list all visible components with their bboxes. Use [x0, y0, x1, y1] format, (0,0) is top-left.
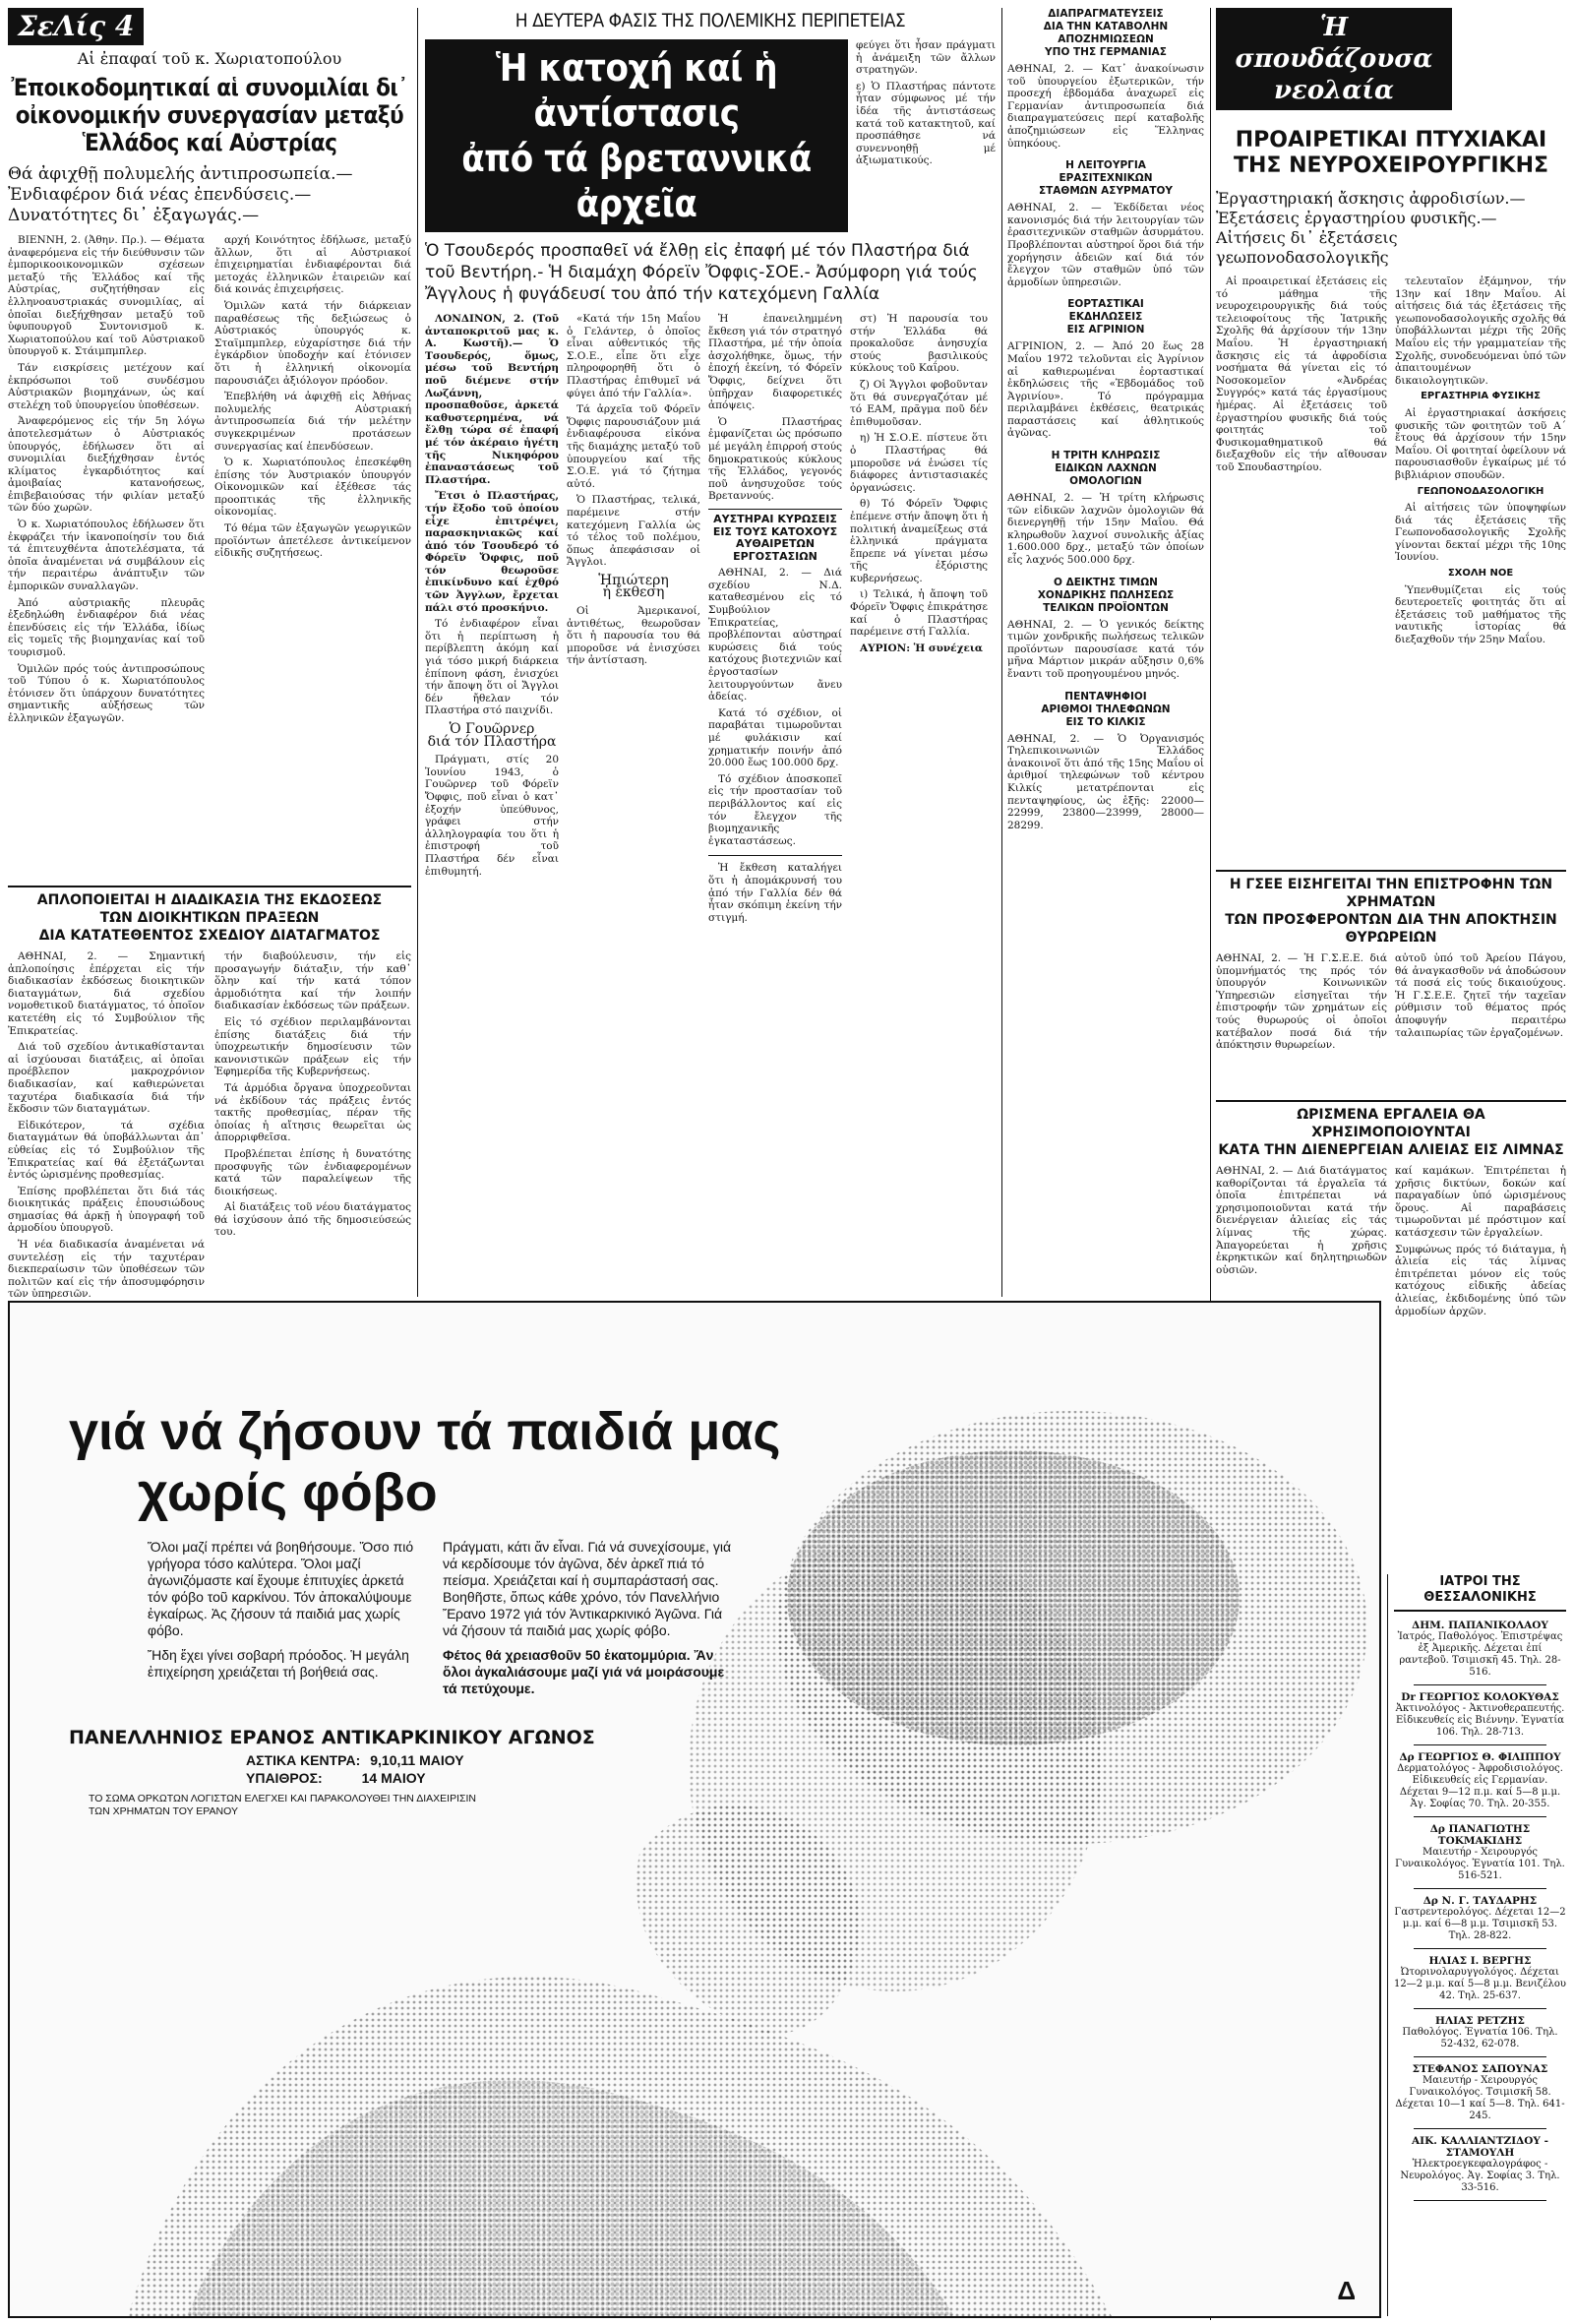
- doctor-listing: [1394, 2135, 1566, 2194]
- paragraph: Αἱ διατάξεις τοῦ νέου διατάγματος θά ἰσχύσουν ἀπό τῆς δημοσιεύσεώς του.: [214, 1201, 411, 1239]
- article-headline: ΠΡΟΑΙΡΕΤΙΚΑΙ ΠΤΥΧΙΑΚΑΙ: [1235, 128, 1547, 153]
- ad-dates-value: 9,10,11 ΜΑΙΟΥ: [370, 1752, 464, 1768]
- paragraph: Ἀναφερόμενος εἰς τήν 5η λόγω ἀποτελεσμάτων ὁ Αὐστριακός ὑπουργός, ἐδήλωσεν ὅτι αἱ συνομιλίαι διεξήχθησαν ἐντός κλίματος ἐγκαρδιότητος καί ἀμοιβαίας κατανοήσεως, ἐπιβεβαιούσας τήν φιλίαν μεταξύ τῶν δύο χωρῶν.: [8, 415, 205, 515]
- paragraph: Οἱ Ἀμερικανοί, ἀντιθέτως, θεωροῦσαν ὅτι ἡ παρουσία του θά μποροῦσε νά ἐνισχύσει τήν ἀντίσταση.: [567, 605, 700, 667]
- feature-column-1: [425, 313, 559, 928]
- paragraph: ΑΘΗΝΑΙ, 2. — Κατ᾽ ἀνακοίνωσιν τοῦ ὑπουργείου ἐξωτερικῶν, τήν προσεχή ἑβδομάδα ἀναχωρεῖ εἰς Γερμανίαν ἀντιπροσωπεία διά διαπραγματεύσεις περί καταβολῆς ἀποζημιώσεων εἰς Ἕλληνας ὑπηκόους.: [1007, 63, 1204, 150]
- divider: [1414, 2128, 1546, 2129]
- feature-headline: Ἡ κατοχή καί ἡ ἀντίστασις: [495, 46, 778, 135]
- brief-headline: ΕΙΣ ΑΓΡΙΝΙΟΝ: [1066, 324, 1145, 336]
- doctor-details: Μαιευτήρ - Χειρουργός Γυναικολόγος. Ἐγνατία 101. Τηλ. 516-521.: [1395, 1847, 1565, 1881]
- ad-paragraph: Ὅλοι μαζί πρέπει νά βοηθήσουμε. Ὅσο πιό γρήγορα τόσο καλύτερα. Ὅλοι μαζί ἀγωνιζόμαστε καί ἔχουμε ἐπιτυχίες ἀρκετά τόν φόβο τοῦ καρκίνου. Τόν ἀποκαλύψουμε ἐγκαίρως. Ἀς ζήσουν τά παιδιά μας χωρίς φόβο.: [148, 1539, 414, 1638]
- subhead: ΕΡΓΑΣΤΗΡΙΑ ΦΥΣΙΚΗΣ: [1421, 391, 1541, 402]
- feature-column-3: [708, 313, 842, 928]
- ad-paragraph: Φέτος θά χρειασθοῦν 50 ἑκατομμύρια. Ἄν ὅλοι ἀγκαλιάσουμε μαζί γιά νά μοιράσουμε τά πετύχουμε.: [443, 1647, 725, 1696]
- feature-headline: ἀπό τά βρεταννικά ἀρχεῖα: [461, 137, 812, 225]
- paragraph: Ὁμιλῶν κατά τήν διάρκειαν παραθέσεως τῆς δεξιώσεως ὁ Αὐστριακός ὑπουργός κ. Σταϊμπμπλερ, εὐχαρίστησε διά τήν ἐγκάρδιον ὑποδοχήν καί ἐτόνισεν ὅτι ἡ ἑλληνική οἰκονομία παρουσιάζει ἀξιόλογον πρόοδον.: [214, 299, 411, 387]
- ad-paragraph: Πράγματι, κάτι ἄν εἶναι. Γιά νά συνεχίσουμε, γιά νά κερδίσουμε τόν ἀγῶνα, δέν ἀρκεῖ πιά τό πείσμα. Χρειάζεται καί ἡ συμπαράστασή σας. Βοηθῆστε, ὅπως κάθε χρόνο, τόν Πανελλήνιο Ἔρανο 1972 γιά τόν Ἀντικαρκινικό Ἀγῶνα. Γιά νά ζήσουν τά παιδιά μας χωρίς φόβο.: [443, 1539, 732, 1638]
- column-rule: [1001, 8, 1002, 1297]
- subhead: [567, 572, 700, 601]
- paragraph: ι) Τελικά, ἡ ἄποψη τοῦ Φόρεϊν Ὄφφις ἐπικράτησε καί ὁ Πλαστήρας παρέμεινε στή Γαλλία.: [850, 588, 988, 639]
- feature-body: [425, 313, 996, 928]
- divider: [1414, 1816, 1546, 1817]
- doctor-name: Δρ ΠΑΝΑΓΙΩΤΗΣ ΤΟΚΜΑΚΙΔΗΣ: [1429, 1823, 1531, 1847]
- paragraph: αὐτοῦ ὑπό τοῦ Ἀρείου Πάγου, θά ἀναγκασθοῦν νά ἀποδώσουν τά ποσά εἰς τούς δικαιούχους. Ἡ Γ.Σ.Ε.Ε. ζητεῖ τήν ταχεῖαν ρύθμισιν τοῦ θέματος πρός ἀποφυγήν περαιτέρω ταλαιπωρίας τῶν ἐργαζομένων.: [1395, 952, 1566, 1039]
- paragraph: στ) Ἡ παρουσία του στήν Ἑλλάδα θά προκαλοῦσε ἀνησυχία στούς βασιλικούς κύκλους τοῦ Καΐρου.: [850, 313, 988, 375]
- ad-headline: [69, 1401, 781, 1523]
- paragraph: Συμφώνως πρός τό διάταγμα, ἡ ἁλιεία εἰς τάς λίμνας ἐπιτρέπεται μόνον εἰς τούς κατόχους εἰδικῆς ἀδείας ἁλιείας, ἐκδιδομένης ὑπό τῶν ἁρμοδίων ἀρχῶν.: [1395, 1243, 1566, 1317]
- left-article-2: [8, 891, 411, 1301]
- ad-headline-line: γιά νά ζήσουν τά παιδιά μας: [69, 1402, 781, 1461]
- doctor-name: ΔΗΜ. ΠΑΠΑΝΙΚΟΛΑΟΥ: [1412, 1620, 1548, 1631]
- page-logo: ΣεΛίς 4: [8, 8, 144, 45]
- doctor-listing: [1394, 1823, 1566, 1882]
- doctor-name: ΗΛΙΑΣ ΡΕΤΖΗΣ: [1435, 2015, 1525, 2027]
- brief-headline: ΥΠΟ ΤΗΣ ΓΕΡΜΑΝΙΑΣ: [1045, 46, 1167, 58]
- article-headline: ΑΠΛΟΠΟΙΕΙΤΑΙ Η ΔΙΑΔΙΚΑΣΙΑ ΤΗΣ ΕΚΔΟΣΕΩΣ: [36, 892, 383, 908]
- paragraph: Ἡ νέα διαδικασία ἀναμένεται νά συντελέσῃ εἰς τήν ταχυτέραν διεκπεραίωσιν τῶν ὑποθέσεων τῶν πολιτῶν καί εἰς τήν ἀποσυμφόρησιν τῶν ὑπηρεσιῶν.: [8, 1239, 205, 1301]
- brief-headline: ΟΜΟΛΟΓΙΩΝ: [1069, 475, 1142, 488]
- article-body: [8, 234, 411, 729]
- brief-headline: ΕΡΑΣΙΤΕΧΝΙΚΩΝ: [1059, 172, 1153, 185]
- paragraph: ΑΘΗΝΑΙ, 2. — Ἐκδίδεται νέος κανονισμός διά τήν λειτουργίαν τῶν ἐρασιτεχνικῶν σταθμῶν ἀσυρμάτου. Προβλέπονται αὐστηροί ὅροι διά τήν χορήγησιν ἀδειῶν καί διά τόν ἔλεγχον τῶν σταθμῶν ὑπό τῶν ἁρμοδίων ὑπηρεσιῶν.: [1007, 202, 1204, 288]
- paragraph: ζ) Οἱ Ἄγγλοι φοβοῦνταν ὅτι θά συνεργαζόταν μέ τό ΕΑΜ, πρᾶγμα ποῦ δέν ἐπιθυμοῦσαν.: [850, 378, 988, 428]
- ad-dates-row: [69, 1769, 659, 1787]
- right-news-column: [1007, 8, 1204, 1297]
- inset-headline: ΕΙΣ ΤΟΥΣ ΚΑΤΟΧΟΥΣ: [712, 524, 838, 538]
- paragraph: Ὁ κ. Χωριατόπουλος ἐπεσκέφθη ἐπίσης τόν Ἀυστριακόν ὑπουργόν Οἰκονομικῶν καί ἐξέθεσε τάς προοπτικάς τῆς ἑλληνικῆς οἰκονομίας.: [214, 457, 411, 519]
- doctor-details: Ἠλεκτροεγκεφαλογράφος - Νευρολόγος. Ἀγ. Σοφίας 3. Τηλ. 33-516.: [1400, 2159, 1560, 2193]
- brief-headline: ΔΙΑΠΡΑΓΜΑΤΕΥΣΕΙΣ: [1048, 8, 1164, 20]
- divider: [1414, 1744, 1546, 1745]
- paragraph: φεύγει ὅτι ἦσαν πράγματι ἡ ἀνάμειξη τῶν ἄλλων στρατηγῶν.: [856, 39, 996, 77]
- paragraph: Εἰς τό σχέδιον περιλαμβάνονται ἐπίσης διατάξεις διά τήν ὑποχρεωτικήν δημοσίευσιν τῶν κανονιστικῶν πράξεων εἰς τήν Ἐφημερίδα τῆς Κυβερνήσεως.: [214, 1015, 411, 1078]
- divider: [1414, 1888, 1546, 1889]
- paragraph: Τό θέμα τῶν ἐξαγωγῶν γεωργικῶν προϊόντων ἀπετέλεσε ἀντικείμενον εἰδικῆς συζητήσεως.: [214, 522, 411, 560]
- article-body: [1216, 275, 1566, 650]
- paragraph: αρχή Κοινότητος ἐδήλωσε, μεταξύ ἄλλων, ὅτι αἱ Αὐστριακοί ἐπιχειρηματίαι ἐνδιαφέρονται διά μετοχάς ἑλληνικῶν ἑταιρειῶν καί διά κοινάς ἐπιχειρήσεις.: [214, 234, 411, 296]
- article-deck: Ἐργαστηριακή ἄσκησις ἀφροδισίων.— Ἐξετάσεις ἐργαστηρίου φυσικῆς.— Αἰτήσεις δι᾽ ἐξετάσεις γεωπονοδασολογικῆς: [1216, 189, 1526, 267]
- feature-deck: Ὁ Τσουδερός προσπαθεῖ νά ἔλθῃ εἰς ἐπαφή μέ τόν Πλαστήρα διά τοῦ Βεντήρη.- Ἡ διαμάχη Φόρεϊν Ὄφφις-ΣΟΕ.- Ἀσύμφορη γιά τούς Ἄγγλους ἡ φυγάδευσί του ἀπό τήν κατεχόμενη Γαλλία: [425, 241, 978, 304]
- ad-paragraph: Ἤδη ἔχει γίνει σοβαρή πρόοδος. Ἡ μεγάλη ἐπιχείρηση χρειάζεται τή βοήθειά σας.: [148, 1647, 409, 1680]
- article-kicker: Αἱ ἐπαφαί τοῦ κ. Χωριατοπούλου: [77, 49, 342, 68]
- article-deck: Θά ἀφιχθῇ πολυμελής ἀντιπροσωπεία.— Ἐνδιαφέρον διά νέας ἐπενδύσεις.— Δυνατότητες δι᾽ ἐξαγωγάς.—: [8, 164, 353, 225]
- divider: [8, 886, 411, 887]
- gsee-article: [1216, 876, 1566, 1102]
- column-rule: [417, 8, 418, 1297]
- ad-campaign-block: [69, 1726, 659, 1818]
- subhead: ΣΧΟΛΗ ΝΟΕ: [1447, 568, 1514, 580]
- paragraph: Διά τοῦ σχεδίου ἀντικαθίστανται αἱ ἰσχύουσαι διατάξεις, αἱ ὁποῖαι προέβλεπον μακροχρόνιον διαδικασίαν, καί καθιερώνεται ταχυτέρα διαδικασία διά τήν ἔκδοσιν τῶν διαταγμάτων.: [8, 1041, 205, 1116]
- paragraph: Τό ἐνδιαφέρον εἶναι ὅτι ἡ περίπτωση ἡ περίβλεπτη ἀκόμη καί γιά τόσο μικρή διάρκεια ἐπίπονη φάση, ἐνισχύει τήν ἄποψη ὅτι οἱ Ἄγγλοι δέν ἤθελαν τόν Πλαστήρα στό παιχνίδι.: [425, 618, 559, 717]
- inset-headline: ΑΥΘΑΙΡΕΤΩΝ: [735, 537, 816, 551]
- subhead-line: Ἡπιώτερη: [598, 572, 669, 588]
- ad-mark: Δ: [1337, 2276, 1356, 2305]
- section-banner: Ἡ σπουδάζουσα νεολαία: [1216, 8, 1452, 110]
- paragraph: ΑΓΡΙΝΙΟΝ, 2. — Ἀπό 20 ἕως 28 Μαΐου 1972 τελοῦνται εἰς Ἀγρίνιον αἱ καθιερωμέναι ἐορταστικαί ἐκδηλώσεις τῆς «Ἑβδομάδος τοῦ Ἀγρινίου». Τό πρόγραμμα περιλαμβάνει ἐκθέσεις, θεατρικάς παραστάσεις καί ἀθλητικούς ἀγῶνας.: [1007, 340, 1204, 440]
- feature-kicker: Η ΔΕΥΤΕΡΑ ΦΑΣΙΣ ΤΗΣ ΠΟΛΕΜΙΚΗΣ ΠΕΡΙΠΕΤΕΙΑΣ: [515, 10, 906, 31]
- paragraph: ΑΘΗΝΑΙ, 2. — Διά διατάγματος καθορίζονται τά ἐργαλεῖα τά ὁποῖα ἐπιτρέπεται νά χρησιμοποιοῦνται κατά τήν διενέργειαν ἁλιείας εἰς τάς λίμνας τῆς χώρας. Ἀπαγορεύεται ἡ χρῆσις ἐκρηκτικῶν καί δηλητηριωδῶν οὐσιῶν.: [1216, 1165, 1387, 1276]
- paragraph: Τάν εισκρίσεις μετέχουν καί ἐκπρόσωποι τοῦ συνδέσμου Αὐστριακῶν βιομηχάνων, ὡς καί στελέχη τοῦ ὑπουργείου ὑποθέσεων.: [8, 361, 205, 411]
- paragraph: ΑΘΗΝΑΙ, 2. — Διά σχεδίου Ν.Δ. καταθεσμένου εἰς τό Συμβούλιον Ἐπικρατείας, προβλέπονται αὐστηραί κυρώσεις διά τούς κατόχους βιοτεχνιῶν καί ἐργοστασίων λειτουργούντων ἄνευ ἀδείας.: [708, 567, 842, 703]
- paragraph: τήν διαβούλευσιν, τήν εἰς προσαγωγήν διάταξιν, τήν καθ᾽ ὅλην καί τήν κατά τόπον ἁρμοδιότητα καί τήν λοιπήν διαδικασίαν ἐκδόσεως τῶν πράξεων.: [214, 950, 411, 1012]
- ad-footnote: ΤΟ ΣΩΜΑ ΟΡΚΩΤΩΝ ΛΟΓΙΣΤΩΝ ΕΛΕΓΧΕΙ ΚΑΙ ΠΑΡΑΚΟΛΟΥΘΕΙ ΤΗΝ ΔΙΑΧΕΙΡΙΣΙΝ ΤΩΝ ΧΡΗΜΑΤΩΝ ΤΟΥ ΕΡΑΝΟΥ: [89, 1793, 476, 1817]
- ad-dates-value: 14 ΜΑΙΟΥ: [361, 1770, 426, 1786]
- brief-headline: ΕΙΔΙΚΩΝ ΛΑΧΝΩΝ: [1055, 462, 1157, 475]
- paragraph: καί καμάκων. Ἐπιτρέπεται ἡ χρῆσις δικτύων, δοκών καί παραγαδίων ὑπό ὡρισμένους ὅρους. Αἱ παραβάσεις τιμωροῦνται μέ πρόστιμον καί κατάσχεσιν τῶν ἐργαλείων.: [1395, 1165, 1566, 1239]
- subhead: ΓΕΩΠΟΝΟΔΑΣΟΛΟΓΙΚΗ: [1417, 485, 1544, 497]
- body-column-a: [1216, 275, 1387, 650]
- brief-headline: Ο ΔΕΙΚΤΗΣ ΤΙΜΩΝ: [1054, 576, 1158, 588]
- doctor-details: Μαιευτήρ - Χειρουργός Γυναικολόγος. Τσιμισκῆ 58. Δέχεται 10—1 καί 5—8. Τηλ. 641-245.: [1395, 2075, 1565, 2121]
- brief-headline: ΧΟΝΔΡΙΚΗΣ ΠΩΛΗΣΕΩΣ: [1037, 588, 1175, 601]
- ad-headline-line: χωρίς φόβο: [138, 1463, 438, 1522]
- paragraph: ΑΘΗΝΑΙ, 2. — Ἡ τρίτη κλήρωσις τῶν εἰδικῶν λαχνῶν ὁμολογιῶν θά διενεργηθῇ τήν 15ην Μαΐου. Θά κληρωθοῦν λαχνοί συνολικῆς ἀξίας 1.600.000 δρχ., μεταξύ τῶν ὁποίων εἷς λαχνός 500.000 δρχ.: [1007, 492, 1204, 567]
- brief-headline: ΕΟΡΤΑΣΤΙΚΑΙ: [1067, 298, 1144, 311]
- paragraph: «Κατά τήν 15η Μαΐου ὁ Γελάντερ, ὁ ὁποῖος εἶναι αὐθεντικός τῆς Σ.Ο.Ε., εἶπε ὅτι εἶχε πληροφορηθῆ ὅτι ὁ Πλαστήρας ἐπιθυμεῖ νά φύγει ἀπό τήν Γαλλία».: [567, 313, 700, 399]
- doctor-name: ΑΙΚ. ΚΑΛΛΙΑΝΤΖΙΔΟΥ - ΣΤΑΜΟΥΛΗ: [1412, 2135, 1548, 2159]
- paragraph: Ὑπενθυμίζεται εἰς τούς δευτεροετεῖς φοιτητάς ὅτι αἱ ἐξετάσεις τοῦ μαθήματος τῆς ναυτικῆς ἱστορίας θά διεξαχθοῦν τήν 25ην Μαΐου.: [1395, 583, 1566, 646]
- article-headline: ΤΗΣ ΝΕΥΡΟΧΕΙΡΟΥΡΓΙΚΗΣ: [1233, 153, 1549, 178]
- brief-headline: ΑΡΙΘΜΟΙ ΤΗΛΕΦΩΝΩΝ: [1041, 703, 1171, 715]
- paragraph: Κατά τό σχέδιον, οἱ παραβάται τιμωροῦνται μέ φυλάκισιν καί χρηματικήν ποινήν ἀπό 20.000 ἕως 100.000 δρχ.: [708, 706, 842, 769]
- inset-headline: ΕΡΓΟΣΤΑΣΙΩΝ: [733, 549, 817, 563]
- paragraph: θ) Τό Φόρεϊν Ὄφφις ἐπέμενε στήν ἄποψη ὅτι ἡ πολιτική ἀναμείξεως στά ἑλληνικά πράγματα ἔπρεπε νά γίνεται μέσω τῆς ἐξόριστης κυβερνήσεως.: [850, 498, 988, 584]
- paragraph: Τά ἀρμόδια ὄργανα ὑποχρεοῦνται νά ἐκδίδουν τάς πράξεις ἐντός τακτῆς προθεσμίας, πέραν τῆς ὁποίας ἡ αἴτησις θεωρεῖται ὡς ἀπορριφθεῖσα.: [214, 1081, 411, 1144]
- paragraph: ΒΙΕΝΝΗ, 2. (Ἀθην. Πρ.). — Θέματα ἀναφερόμενα εἰς τήν διεύθυνσιν τῶν ἐμπορικοοικονομικῶν σχέσεων μεταξύ τῆς Ἑλλάδος καί τῆς Αὐστρίας, συζητήθησαν εἰς ἑλληνοαυστριακάς συνομιλίας, αἱ ὁποῖαι διεξήχθησαν μεταξύ τοῦ ὑφυπουργοῦ Συντονισμοῦ κ. Χωριατοπούλου καί τοῦ Αὐστριακοῦ ὑπουργοῦ κ. Στάιμπμπλερ.: [8, 234, 205, 358]
- divider: [1216, 1100, 1566, 1102]
- doctor-details: Γαστρεντερολόγος. Δέχεται 12—2 μ.μ. καί 6—8 μ.μ. Τσιμισκῆ 53. Τηλ. 28-822.: [1394, 1907, 1566, 1941]
- inset-article: [708, 509, 842, 856]
- paragraph: Αἱ προαιρετικαί ἐξετάσεις εἰς τό μάθημα τῆς νευροχειρουργικῆς διά τούς τελειοφοίτους τῆς Ἰατρικῆς Σχολῆς θά ἀρχίσουν τήν 13ην Μαΐου. Ἡ ἐργαστηριακή ἄσκησις εἰς τά ἀφροδίσια νοσήματα θά γίνεται εἰς τό Νοσοκομεῖον «Ἀνδρέας Συγγρός» κατά τάς ἐργασίμους ἡμέρας. Αἱ ἐξετάσεις τοῦ ἐργαστηρίου φυσικῆς διά τούς φοιτητάς τοῦ Φυσικομαθηματικοῦ θά διεξαχθοῦν εἰς τήν αἴθουσαν τοῦ Σπουδαστηρίου.: [1216, 275, 1387, 473]
- center-feature: [425, 8, 996, 1297]
- ad-dates-label: ΑΣΤΙΚΑ ΚΕΝΤΡΑ:: [246, 1752, 361, 1768]
- ad-dates-row: [69, 1751, 659, 1769]
- subhead: [425, 723, 559, 748]
- doctor-details: Δερματολόγος - Ἀφροδισιολόγος. Εἰδικευθείς εἰς Γερμανίαν. Δέχεται 9—12 π.μ. καί 5—8 μ.μ. Ἀγ. Σοφίας 70. Τηλ. 20-355.: [1397, 1763, 1563, 1809]
- article-body: [8, 950, 411, 1305]
- paragraph: ΑΘΗΝΑΙ, 2. — Ἡ Γ.Σ.Ε.Ε. διά ὑπομνήματός της πρός τόν ὑπουργόν Κοινωνικῶν Ὑπηρεσιῶν εἰσηγεῖται τήν ἐπιστροφήν τῶν χρημάτων εἰς τούς θυρωρούς οἱ ὁποῖοι κατέβαλον ποσά διά τήν ἀπόκτησιν θυρωρείων.: [1216, 952, 1387, 1052]
- subhead-line: διά τόν Πλαστήρα: [427, 733, 557, 750]
- brief-headline: ΕΙΣ ΤΟ ΚΙΛΚΙΣ: [1065, 715, 1146, 728]
- paragraph: Ἐπεβλήθη νά ἀφιχθῇ εἰς Ἀθήνας πολυμελής Αὐστριακή ἀντιπροσωπεία διά τήν μελέτην συγκεκριμένων προτάσεων συνεργασίας καί ἐπενδύσεων.: [214, 391, 411, 453]
- inset-headline: ΑΥΣΤΗΡΑΙ ΚΥΡΩΣΕΙΣ: [713, 512, 837, 525]
- article-headline: Ἐποικοδομητικαί αἱ συνομιλίαι δι᾽ οἰκονομικήν συνεργασίαν μεταξύ Ἑλλάδος καί Αὐστρίας: [11, 74, 408, 156]
- body-column-a: [8, 950, 205, 1305]
- paragraph: ΛΟΝΔΙΝΟΝ, 2. (Τοῦ ἀνταποκριτοῦ μας κ. Α. Κωστῆ).— Ὁ Τσουδερός, ὅμως, μέσω τοῦ Βεντήρη ποῦ διέμενε στήν Λωζάννη, προσπαθοῦσε, ἀρκετά καθυστερημένα, νά ἔλθῃ τώρα σέ ἐπαφή μέ τόν ἀκέραιο ἡγέτη τῆς Νικηφόρου ἐπαναστάσεως τοῦ Πλαστήρα.: [425, 313, 559, 486]
- paragraph: Ἡ ἔκθεση καταλήγει ὅτι ἡ ἀπομάκρυνσή του ἀπό τήν Γαλλία δέν θά ἦταν σκόπιμη ἐκείνη τήν στιγμή.: [708, 862, 842, 924]
- doctor-listing: [1394, 1751, 1566, 1810]
- brief-headline: ΔΙΑ ΤΗΝ ΚΑΤΑΒΟΛΗΝ: [1043, 21, 1169, 32]
- doctor-name: ΗΛΙΑΣ Ι. ΒΕΡΓΗΣ: [1428, 1955, 1532, 1967]
- doctor-listing: [1394, 1955, 1566, 2002]
- divider: [1414, 2200, 1546, 2201]
- paragraph: ΑΘΗΝΑΙ, 2. — Ὁ γενικός δείκτης τιμῶν χονδρικῆς πωλήσεως τελικῶν προϊόντων παρουσίασε κατά τόν μῆνα Μάρτιον μικράν αὔξησιν 0,6% ἔναντι τοῦ προηγουμένου μηνός.: [1007, 618, 1204, 680]
- paragraph: ΑΘΗΝΑΙ, 2. — Ὁ Ὀργανισμός Τηλεπικοινωνιῶν Ἑλλάδος ἀνακοινοῖ ὅτι ἀπό τῆς 15ης Μαΐου οἱ ἀριθμοί τηλεφώνων τοῦ κέντρου Κιλκίς μετατρέπονται εἰς πενταψηφίους, ὡς ἑξῆς: 22000—22999, 23800—23999, 28000—28299.: [1007, 732, 1204, 831]
- body-column-b: [1395, 275, 1566, 650]
- article-headline: ΔΙΑ ΚΑΤΑΤΕΘΕΝΤΟΣ ΣΧΕΔΙΟΥ ΔΙΑΤΑΓΜΑΤΟΣ: [38, 928, 381, 944]
- doctor-listing: [1394, 1691, 1566, 1739]
- doctor-details: Ἀκτινολόγος - Ἀκτινοθεραπευτής. Εἰδικευθείς εἰς Βιέννην. Ἐγνατία 106. Τηλ. 28-713.: [1395, 1703, 1565, 1738]
- doctor-name: ΣΤΕΦΑΝΟΣ ΣΑΠΟΥΝΑΣ: [1412, 2063, 1548, 2075]
- brief-headline: ΤΕΛΙΚΩΝ ΠΡΟΪΟΝΤΩΝ: [1043, 601, 1169, 614]
- paragraph: Πράγματι, στίς 20 Ἰουνίου 1943, ὁ Γουῶρνερ τοῦ Φόρεϊν Ὄφφις, ποῦ εἶναι ὁ κατ᾽ ἐξοχήν ὑπεύθυνος, γράφει στήν ἀλληλογραφία του ὅτι ἡ ἐπιστροφή τοῦ Πλαστήρα δέν εἶναι ἐπιθυμητή.: [425, 754, 559, 878]
- brief-headline: ΑΠΟΖΗΜΙΩΣΕΩΝ: [1058, 33, 1154, 45]
- paragraph: Ὁ Πλαστήρας, τελικά, παρέμεινε στήν κατεχόμενη Γαλλία ὡς τό τέλος τοῦ πολέμου, ὅπως ἀπεφάσισαν οἱ Ἄγγλοι.: [567, 494, 700, 569]
- ad-campaign-title: ΠΑΝΕΛΛΗΝΙΟΣ ΕΡΑΝΟΣ ΑΝΤΙΚΑΡΚΙΝΙΚΟΥ ΑΓΩΝΟΣ: [69, 1727, 595, 1748]
- feature-intro: [856, 39, 996, 232]
- paragraph: Ὁ κ. Χωριατόπουλος ἐδήλωσεν ὅτι ἐκφράζει τήν ἱκανοποίησίν του διά τά ἐπιτευχθέντα ἀποτελέσματα, τά ὁποῖα ἀναμένεται νά συμβάλουν εἰς τήν περαιτέρω ἀνάπτυξιν τῶν ἐμπορικῶν συναλλαγῶν.: [8, 519, 205, 593]
- paragraph: ΑΘΗΝΑΙ, 2. — Σημαντική ἀπλοποίησις ἐπέρχεται εἰς τήν διαδικασίαν ἐκδόσεως διοικητικῶν διαταγμάτων, διά σχεδίου νομοθετικοῦ διατάγματος, τό ὁποῖον κατετέθη εἰς τό Συμβούλιον τῆς Ἐπικρατείας.: [8, 950, 205, 1037]
- paragraph: Προβλέπεται ἐπίσης ἡ δυνατότης προσφυγῆς τῶν ἐνδιαφερομένων κατά τῶν παραλείψεων τῆς διοικήσεως.: [214, 1147, 411, 1197]
- brief-headline: Η ΛΕΙΤΟΥΡΓΙΑ: [1065, 159, 1146, 172]
- subhead-line: ἡ ἔκθεση: [602, 584, 665, 601]
- doctor-listing: [1394, 1620, 1566, 1679]
- doctor-listing: [1394, 2063, 1566, 2122]
- paragraph: Ἡ ἐπανειλημμένη ἔκθεση γιά τόν στρατηγό Πλαστήρα, μέ τήν ὁποία ἀσχολήθηκε, ὅμως, τήν ἐποχή ἐκείνη, τό Φόρεϊν Ὄφφις, δείχνει ὅτι ὑπῆρχαν διαφορετικές ἀπόψεις.: [708, 313, 842, 412]
- paragraph: Εἰδικότερον, τά σχέδια διαταγμάτων θά ὑποβάλλωνται ἀπ᾽ εὐθείας εἰς τό Συμβούλιον τῆς Ἐπικρατείας καί θά ἐξετάζωνται ἐντός ὡρισμένης προθεσμίας.: [8, 1119, 205, 1182]
- paragraph: Ἔτσι ὁ Πλαστήρας, τήν ἔξοδο τοῦ ὁποίου εἶχε ἐπιτρέψει, παρασκηνιακῶς καί ἀπό τόν Τσουδερό τό Φόρεϊν Ὄφφις, ποῦ τόν θεωροῦσε ἐπικίνδυνο καί ἐχθρό τῶν Ἀγγλων, ἔρχεται πάλι στό προσκήνιο.: [425, 490, 559, 614]
- article-headline: ΤΩΝ ΔΙΟΙΚΗΤΙΚΩΝ ΠΡΑΞΕΩΝ: [99, 910, 320, 926]
- divider: [1414, 1948, 1546, 1949]
- paragraph: Τό σχέδιον ἀποσκοπεῖ εἰς τήν προστασίαν τοῦ περιβάλλοντος καί εἰς τόν ἔλεγχον τῆς βιομηχανικῆς ἐγκαταστάσεως.: [708, 772, 842, 847]
- doctor-name: Δρ ΓΕΩΡΓΙΟΣ Θ. ΦΙΛΙΠΠΟΥ: [1399, 1751, 1561, 1763]
- doctor-name: Dr ΓΕΩΡΓΙΟΣ ΚΟΛΟΚΥΘΑΣ: [1401, 1691, 1559, 1703]
- cancer-campaign-ad: [8, 1301, 1381, 2318]
- doctors-directory: [1387, 1574, 1566, 2316]
- divider: [1414, 2056, 1546, 2057]
- brief-headline: ΠΕΝΤΑΨΗΦΙΟΙ: [1064, 690, 1147, 703]
- brief-headline: ΣΤΑΘΜΩΝ ΑΣΥΡΜΑΤΟΥ: [1038, 185, 1174, 198]
- brief-headline: Η ΤΡΙΤΗ ΚΛΗΡΩΣΙΣ: [1051, 450, 1161, 462]
- doctor-list: [1394, 1620, 1566, 2201]
- paragraph: Ὁμιλῶν πρός τούς ἀντιπροσώπους τοῦ Τύπου ὁ κ. Χωριατόπουλος ἐτόνισεν ὅτι ὑπάρχουν δυνατότητες σημαντικῆς αὐξήσεως τῶν ἑλληνικῶν ἐξαγωγῶν.: [8, 662, 205, 724]
- brief-headline: ΕΚΔΗΛΩΣΕΙΣ: [1068, 311, 1143, 324]
- body-column-a: [8, 234, 205, 729]
- article-headline: Η ΓΣΕΕ ΕΙΣΗΓΕΙΤΑΙ ΤΗΝ ΕΠΙΣΤΡΟΦΗΝ ΤΩΝ ΧΡΗΜΑΤΩΝ: [1229, 877, 1553, 910]
- paragraph: Αἱ αἰτήσεις τῶν ὑποψηφίων διά τάς ἐξετάσεις τῆς Γεωπονοδασολογικῆς Σχολῆς γίνονται δεκταί μέχρι τῆς 10ης Ἰουνίου.: [1395, 502, 1566, 564]
- paragraph: ε) Ὁ Πλαστήρας πάντοτε ἦταν σύμφωνος μέ τήν ἰδέα τῆς ἀντιστάσεως κατά τοῦ κατακτητοῦ, καί προσπάθησε νά συνεννοηθῇ μέ ἀξιωματικούς.: [856, 80, 996, 167]
- paragraph: Ὁ Πλαστήρας ἐμφανίζεται ὡς πρόσωπο μέ μεγάλη ἐπιρροή στούς δημοκρατικούς κύκλους τῆς Ἑλλάδος, γεγονός ποῦ ἀνησυχοῦσε τούς Βρεταννούς.: [708, 415, 842, 503]
- paragraph: η) Ἡ Σ.Ο.Ε. πίστευε ὅτι ὁ Πλαστήρας θά μποροῦσε νά ἑνώσει τίς διάφορες ἀντιστασιακές ὀργανώσεις.: [850, 432, 988, 494]
- body-column-b: [214, 950, 411, 1305]
- divider: [1216, 870, 1566, 872]
- feature-column-2: [567, 313, 700, 928]
- ad-dates-label: ΥΠΑΙΘΡΟΣ:: [246, 1770, 323, 1786]
- doctor-name: Δρ Ν. Γ. ΤΑΥΔΑΡΗΣ: [1423, 1895, 1538, 1907]
- continued-note: ΑΥΡΙΟΝ: Ἡ συνέχεια: [860, 642, 984, 654]
- body-column-b: [214, 234, 411, 729]
- doctor-details: Ἰατρός, Παθολόγος. Ἐπιστρέψας ἐξ Ἀμερικῆς. Δέχεται ἐπί ραντεβοῦ. Τσιμισκῆ 45. Τηλ. 28-516.: [1397, 1631, 1563, 1678]
- subhead-line: Ὁ Γουῶρνερ: [449, 721, 535, 737]
- doctor-details: Παθολόγος. Ἐγνατία 106. Τηλ. 52-432, 62-078.: [1402, 2027, 1558, 2049]
- article-headline: ΤΩΝ ΠΡΟΣΦΕΡΟΝΤΩΝ ΔΙΑ ΤΗΝ ΑΠΟΚΤΗΣΙΝ ΘΥΡΩΡΕΙΩΝ: [1225, 912, 1557, 946]
- feature-column-4: [850, 313, 988, 928]
- doctor-details: Ὠτορινολαρυγγολόγος. Δέχεται 12—2 μ.μ. καί 5—8 μ.μ. Βενιζέλου 42. Τηλ. 25-637.: [1394, 1967, 1566, 2001]
- ad-body-right: [443, 1539, 738, 1697]
- doctor-listing: [1394, 2015, 1566, 2050]
- paragraph: Ἀπό αὐστριακῆς πλευρᾶς ἐξεδηλώθη ἐνδιαφέρον διά νέας ἐπενδύσεις εἰς τήν Ἑλλάδα, ἰδίως εἰς τομεῖς τῆς βιομηχανίας καί τοῦ τουρισμοῦ.: [8, 596, 205, 658]
- divider: [1414, 1684, 1546, 1685]
- article-headline: ΩΡΙΣΜΕΝΑ ΕΡΓΑΛΕΙΑ ΘΑ ΧΡΗΣΙΜΟΠΟΙΟΥΝΤΑΙ: [1297, 1107, 1485, 1140]
- divider: [1414, 2008, 1546, 2009]
- paragraph: τελευταῖον ἐξάμηνον, τήν 13ην καί 18ην Μαΐου. Αἱ αἰτήσεις διά τάς ἐξετάσεις τῆς γεωπονοδασολογικῆς σχολῆς θά ὑποβάλλωνται μέχρι τῆς 20ῆς Μαΐου εἰς τήν γραμματείαν τῆς Σχολῆς, συνοδευόμεναι ὑπό τῶν ἀπαιτουμένων δικαιολογητικῶν.: [1395, 275, 1566, 387]
- directory-heading: ΙΑΤΡΟΙ ΤΗΣ ΘΕΣΣΑΛΟΝΙΚΗΣ: [1394, 1574, 1566, 1612]
- ad-body-left: [148, 1539, 423, 1681]
- feature-headline-box: [425, 39, 848, 232]
- paragraph: Ἐπίσης προβλέπεται ὅτι διά τάς διοικητικάς πράξεις ἐπουσιώδους σημασίας θά ἀρκῇ ἡ ὑπογραφή τοῦ ἁρμοδίου ὑπουργοῦ.: [8, 1185, 205, 1235]
- paragraph: Τά ἀρχεῖα τοῦ Φόρεϊν Ὄφφις παρουσιάζουν μιά ἐνδιαφέρουσα εἰκόνα τῆς διαμάχης μεταξύ τοῦ ὑπουργείου καί τῆς Σ.Ο.Ε. γιά τό ζήτημα αὐτό.: [567, 403, 700, 490]
- paragraph: Αἱ ἐργαστηριακαί ἀσκήσεις φυσικῆς τῶν φοιτητῶν τοῦ Α΄ ἔτους θά ἀρχίσουν τήν 15ην Μαΐου. Οἱ φοιτηταί ὀφείλουν νά παρουσιασθοῦν ἐγκαίρως μέ τό βιβλιάριον σπουδῶν.: [1395, 406, 1566, 481]
- article-headline: ΚΑΤΑ ΤΗΝ ΔΙΕΝΕΡΓΕΙΑΝ ΑΛΙΕΙΑΣ ΕΙΣ ΛΙΜΝΑΣ: [1218, 1142, 1564, 1158]
- doctor-listing: [1394, 1895, 1566, 1942]
